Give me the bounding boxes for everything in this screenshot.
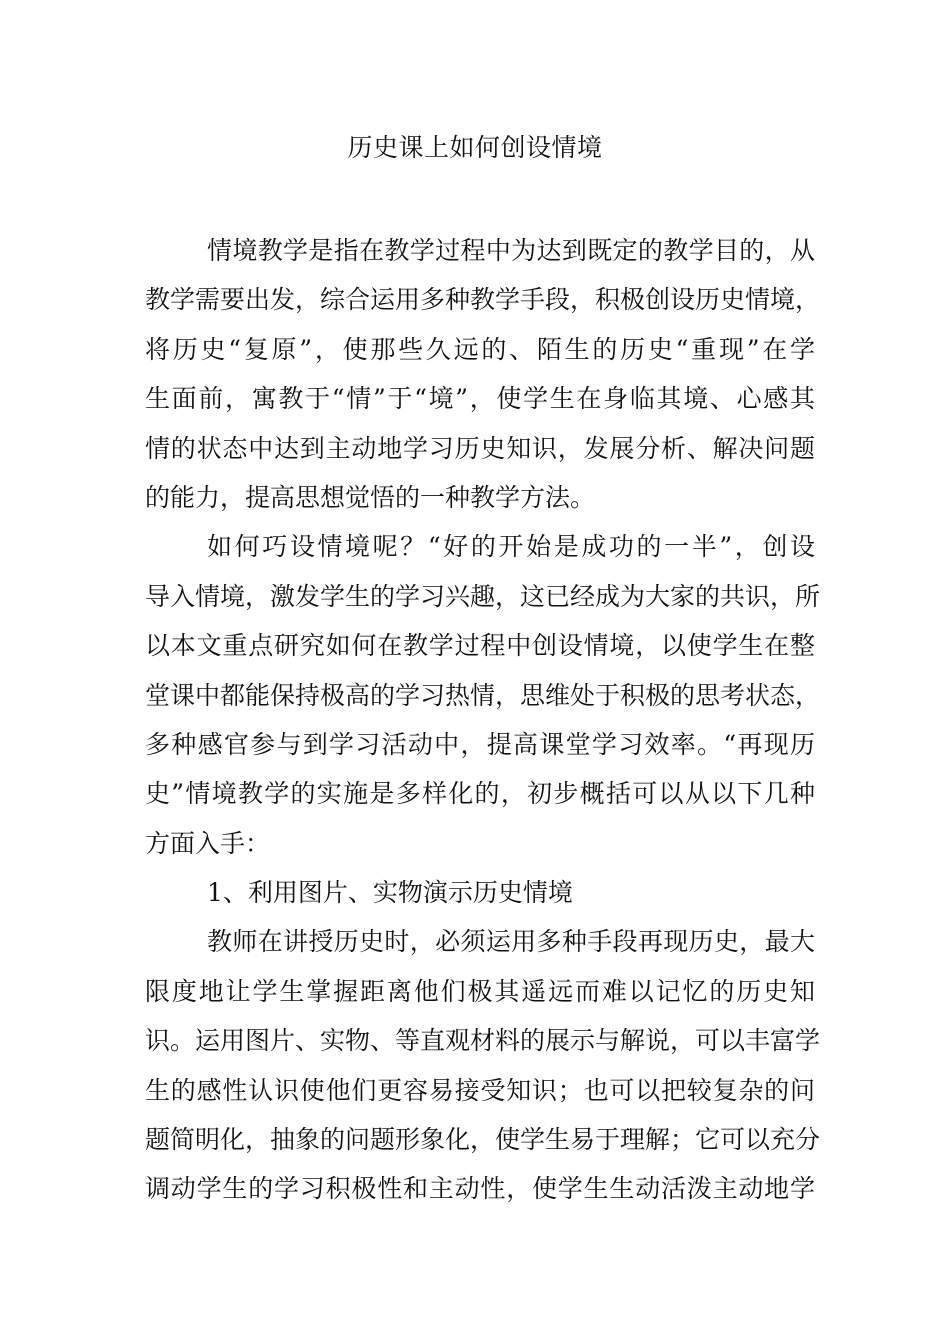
paragraph-line: 堂课中都能保持极高的学习热情，思维处于积极的思考状态， [145, 680, 821, 710]
paragraph-line: 题简明化，抽象的问题形象化，使学生易于理解；它可以充分 [145, 1125, 821, 1155]
paragraph-line: 教学需要出发，综合运用多种教学手段，积极创设历史情境， [145, 285, 821, 315]
paragraph-line: 生的感性认识使他们更容易接受知识；也可以把较复杂的问 [145, 1075, 815, 1105]
paragraph-line: 多种感官参与到学习活动中，提高课堂学习效率。“再现历 [145, 729, 815, 759]
paragraph-line: 方面入手： [145, 828, 271, 858]
paragraph-line: 情的状态中达到主动地学习历史知识，发展分析、解决问题 [145, 433, 815, 463]
paragraph-line: 将历史“复原”，使那些久远的、陌生的历史“重现”在学 [145, 334, 815, 364]
paragraph-line: 的能力，提高思想觉悟的一种教学方法。 [145, 482, 596, 512]
paragraph-line: 如何巧设情境呢？“好的开始是成功的一半”，创设 [207, 532, 815, 562]
paragraph-line: 情境教学是指在教学过程中为达到既定的教学目的，从 [207, 236, 815, 265]
paragraph-line: 史”情境教学的实施是多样化的，初步概括可以从以下几种 [145, 779, 815, 809]
paragraph-line: 调动学生的学习积极性和主动性，使学生生动活泼主动地学 [145, 1174, 815, 1204]
paragraph-line: 生面前，寓教于“情”于“境”，使学生在身临其境、心感其 [145, 384, 815, 414]
paragraph-line: 限度地让学生掌握距离他们极其遥远而难以记忆的历史知 [145, 976, 815, 1006]
section-heading: 1、利用图片、实物演示历史情境 [207, 878, 573, 908]
document-title: 历史课上如何创设情境 [347, 133, 603, 162]
document-body [145, 226, 821, 1214]
paragraph-line: 以本文重点研究如何在教学过程中创设情境，以使学生在整 [145, 631, 815, 661]
paragraph-line: 导入情境，激发学生的学习兴趣，这已经成为大家的共识，所 [145, 581, 821, 611]
paragraph-line: 识。运用图片、实物、等直观材料的展示与解说，可以丰富学 [145, 1026, 821, 1056]
paragraph-line: 教师在讲授历史时，必须运用多种手段再现历史，最大 [207, 927, 815, 957]
